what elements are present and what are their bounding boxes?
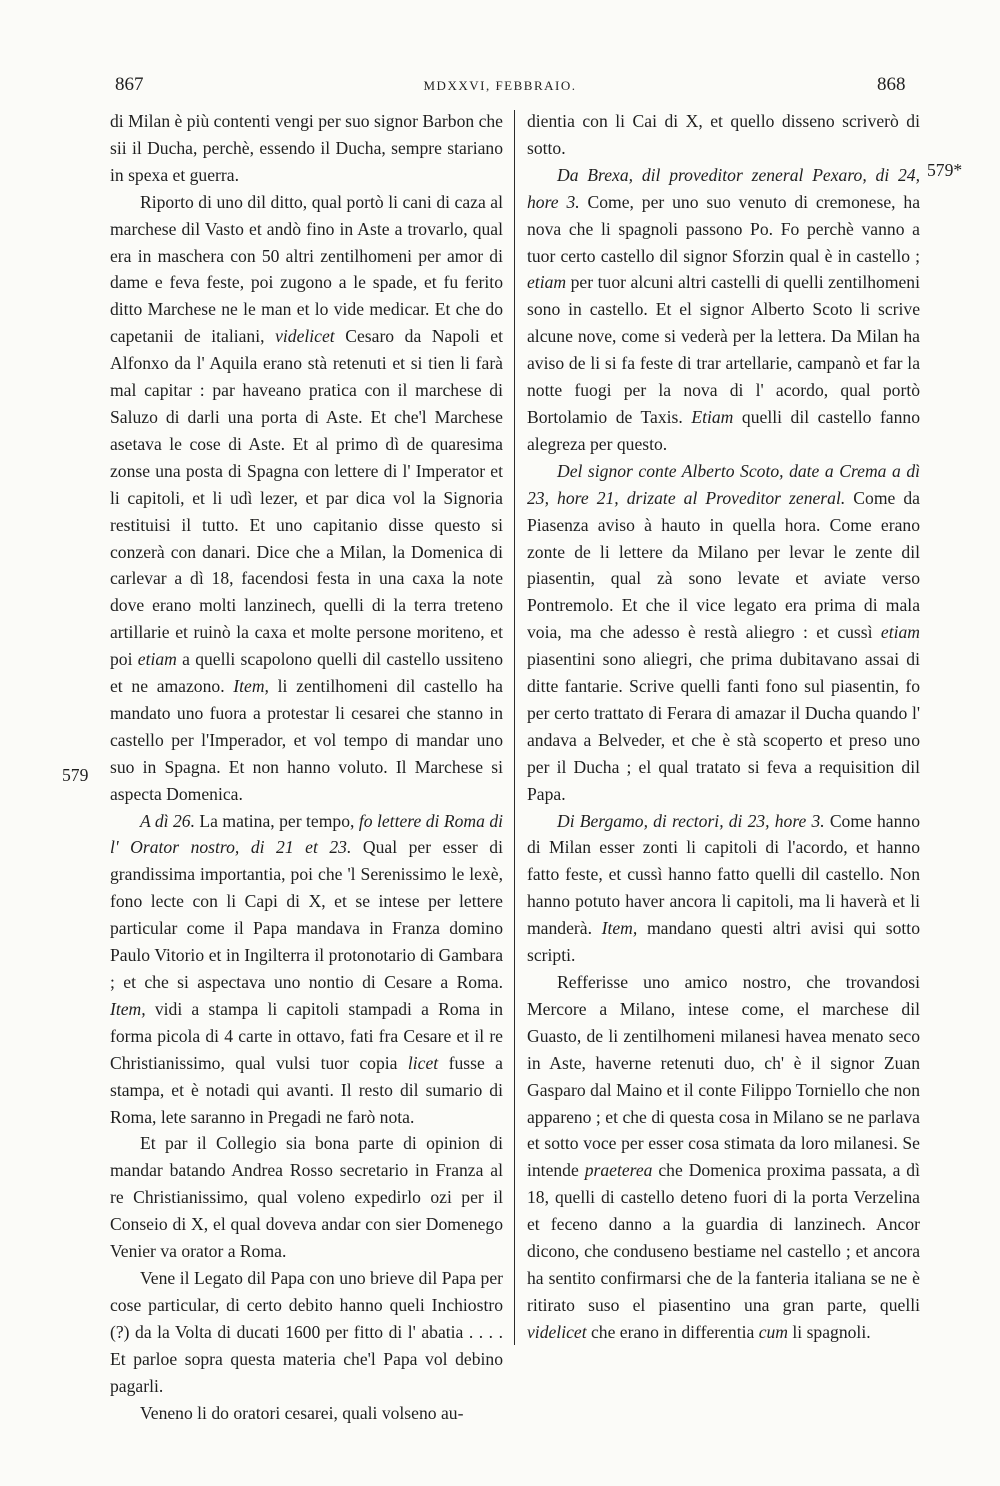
text: per tuor alcuni altri castelli di quelli zentilhomeni sono in castello. Et el signor Alberto Scoto li scrive alcune nove, come si vederà per la lettera. Da Milan ha aviso de li si fa feste di trar artellarie, campanò et far la notte fuogi per la nova di l' acordo, qual portò Bortolamio de Taxis. (527, 272, 920, 427)
text: Come, per uno suo venuto di cremonese, ha nova che li spagnoli passono Po. Fo perchè vanno a tuor certo castello dil signor Sforzin qual è in castello ; (527, 191, 920, 266)
paragraph (110, 108, 503, 189)
italic-text: Item, (601, 918, 638, 939)
italic-text: Etiam (691, 406, 734, 427)
italic-text: videlicet (275, 326, 335, 347)
italic-text: Del signor conte Alberto Scoto, date a Crema a dì 23, hore 21, drizate al Proveditor zeneral. (527, 460, 920, 508)
italic-text: etiam (137, 649, 177, 670)
paragraph (110, 1265, 503, 1400)
paragraph (527, 969, 920, 1346)
paragraph (110, 1130, 503, 1265)
italic-text: A dì 26. (140, 810, 195, 831)
italic-text: Item, (233, 676, 269, 697)
text: Qual per esser di grandissima importantia, poi che 'l Serenissimo le lexè, fono lecte con li Capi di X, et se intese per lettere particular come il Papa mandava in Franza domino Paulo Vitorio et in Ingilterra il protonotario di Gambara ; et che si aspectava uno nontio di Cesare a Roma. (110, 837, 503, 992)
italic-text: fo lettere di Roma di l' Orator nostro, di 21 et 23. (110, 810, 503, 858)
page-number-left: 867 (115, 74, 144, 95)
italic-text: etiam (880, 622, 920, 643)
text: a quelli scapolono quelli dil castello ussiteno et ne amazono. (110, 649, 504, 697)
text: Riporto di uno dil ditto, qual portò li cani di caza al marchese dil Vasto et andò fino in Aste a trovarlo, qual era in maschera con 50 altri zentilhomeni per amor di dame e feva feste, poi zugono a le spade, et fu ferito ditto Marchese ne le man et lo vide medicar. Et che do capetanii de italiani, (110, 191, 503, 347)
italic-text: praeterea (584, 1160, 653, 1181)
italic-text: videlicet (527, 1321, 587, 1342)
paragraph (527, 458, 920, 808)
text: Et par il Collegio sia bona parte di opinion di mandar batando Andrea Rosso secretario in Franza al re Christianissimo, qual voleno expedirlo ozi per il Conseio di X, el qual doveva andar con sier Domenego Venier va orator a Roma. (110, 1133, 503, 1262)
page-number-right: 868 (877, 74, 906, 95)
text: mandano questi altri avisi qui sotto scripti. (527, 918, 920, 966)
text: piasentini sono aliegri, che prima dubitavano assai di ditte fantarie. Scrive quelli fanti fono sul piasentin, fo per certo trattato di Ferara di amazar il Ducha quando l' andava a Belveder, et che è stà scoperto et preso uno per il Ducha ; el qual tratato si feva a requisition dil Papa. (527, 649, 920, 804)
text: vidi a stampa li capitoli stampadi a Roma in forma picola di 4 carte in ottavo, fati fra Cesare et il re Christianissimo, qual vulsi tuor copia (110, 998, 503, 1073)
paragraph (110, 808, 503, 1131)
paragraph (110, 1400, 503, 1427)
paragraph (110, 189, 503, 808)
text: Come da Piasenza aviso à hauto in quella hora. Come erano zonte de li lettere da Milano per levar le zente dil piasentin, qual zà sono levate et aviate verso Pontremolo. Et che il vice legato era prima di mala voia, ma che adesso è restà aliegro : et cussì (527, 487, 920, 643)
text: Cesaro da Napoli et Alfonxo da l' Aquila erano stà retenuti et si tien li farà mal capitar : par haveano pratica con il marchese di Saluzo di darli una porta di Aste. Et che'l Marchese asetava le cose di Aste. Et al primo dì de quaresima zonse una posta di Spagna con lettere di l' Imperator et li capitoli, et li udì lezer, et par dica vol la Signoria restituisi il tutto. Et uno capitanio disse questo si conzerà con danari. Dice che a Milan, la Domenica di carlevar a dì 18, facendosi festa in una caxa la note dove erano molti lanzinech, quelli di la terra treteno artillarie et ruinò la caxa et molte persone moriteno, et poi (110, 326, 503, 670)
right-column (527, 108, 920, 1346)
left-column (110, 108, 503, 1426)
text: li zentilhomeni dil castello ha mandato uno fuora a protestar li cesarei che stanno in castello per l'Imperador, et vol tempo di mandar uno suo in Spagna. Et non hanno voluto. Il Marchese si aspecta Domenica. (110, 676, 503, 804)
text: Refferisse uno amico nostro, che trovandosi Mercore a Milano, intese come, el marchese dil Guasto, de li zentilhomeni milanesi havea menato seco in Aste, haverne retenuti duo, ch' è il signor Zuan Gasparo dal Maino et il conte Filippo Torniello che non appareno ; et che di questa cosa in Milano se ne parlava et sotto voce per esser cosa stimata da loro milanesi. Se intende (527, 972, 920, 1181)
text: Veneno li do oratori cesarei, quali volseno au- (140, 1402, 464, 1423)
italic-text: Item, (110, 998, 146, 1019)
text: quelli dil castello fanno alegreza per questo. (527, 406, 921, 454)
italic-text: Da Brexa, dil proveditor zeneral Pexaro, di 24, hore 3. (527, 164, 920, 212)
margin-note-left: 579 (62, 765, 89, 785)
text: La matina, per tempo, (194, 810, 359, 831)
text: fusse a stampa, et è notadi qui avanti. Il resto dil sumario di Roma, lete saranno in Pregadi ne farò nota. (110, 1052, 503, 1127)
italic-text: licet (407, 1052, 439, 1073)
italic-text: Di Bergamo, di rectori, di 23, hore 3. (557, 810, 825, 831)
italic-text: cum (758, 1321, 789, 1342)
text: che erano in differentia (586, 1321, 759, 1342)
column-divider (514, 110, 515, 1345)
text: Vene il Legato dil Papa con uno brieve dil Papa per cose particular, di certo debito hanno queli Inchiostro (?) da la Volta di ducati 1600 per fitto di l' abatia . . . . Et parloe sopra questa materia che'l Papa vol debino pagarli. (110, 1267, 503, 1396)
running-head: MDXXVI, FEBBRAIO. (423, 78, 577, 93)
italic-text: etiam (527, 272, 567, 293)
paragraph (527, 162, 920, 458)
text: Come hanno di Milan esser zonti li capitoli di l'acordo, et hanno fatto feste, et cussì hanno fatto quelli dil castello. Non hanno potuto haver ancora li capitoli, ma li haverà et li manderà. (527, 810, 920, 939)
text: che Domenica proxima passata, a dì 18, quelli di castello deteno fuori di la porta Verzelina et feceno danno a la guardia di lanzinech. Ancor dicono, che conduseno bestiame nel castello ; et ancora ha sentito confirmarsi che de la fanteria italiana se ne è ritirato suso el piasentino una gran parte, quelli (527, 1160, 920, 1315)
paragraph (527, 808, 920, 969)
text: dientia con li Cai di X, et quello disseno scriverò di sotto. (527, 111, 920, 158)
text: li spagnoli. (788, 1321, 871, 1342)
paragraph (527, 108, 920, 162)
margin-note-right: 579* (927, 160, 963, 180)
text: di Milan è più contenti vengi per suo signor Barbon che sii il Ducha, perchè, essendo il Ducha, sempre stariano in spexa et guerra. (110, 111, 503, 185)
